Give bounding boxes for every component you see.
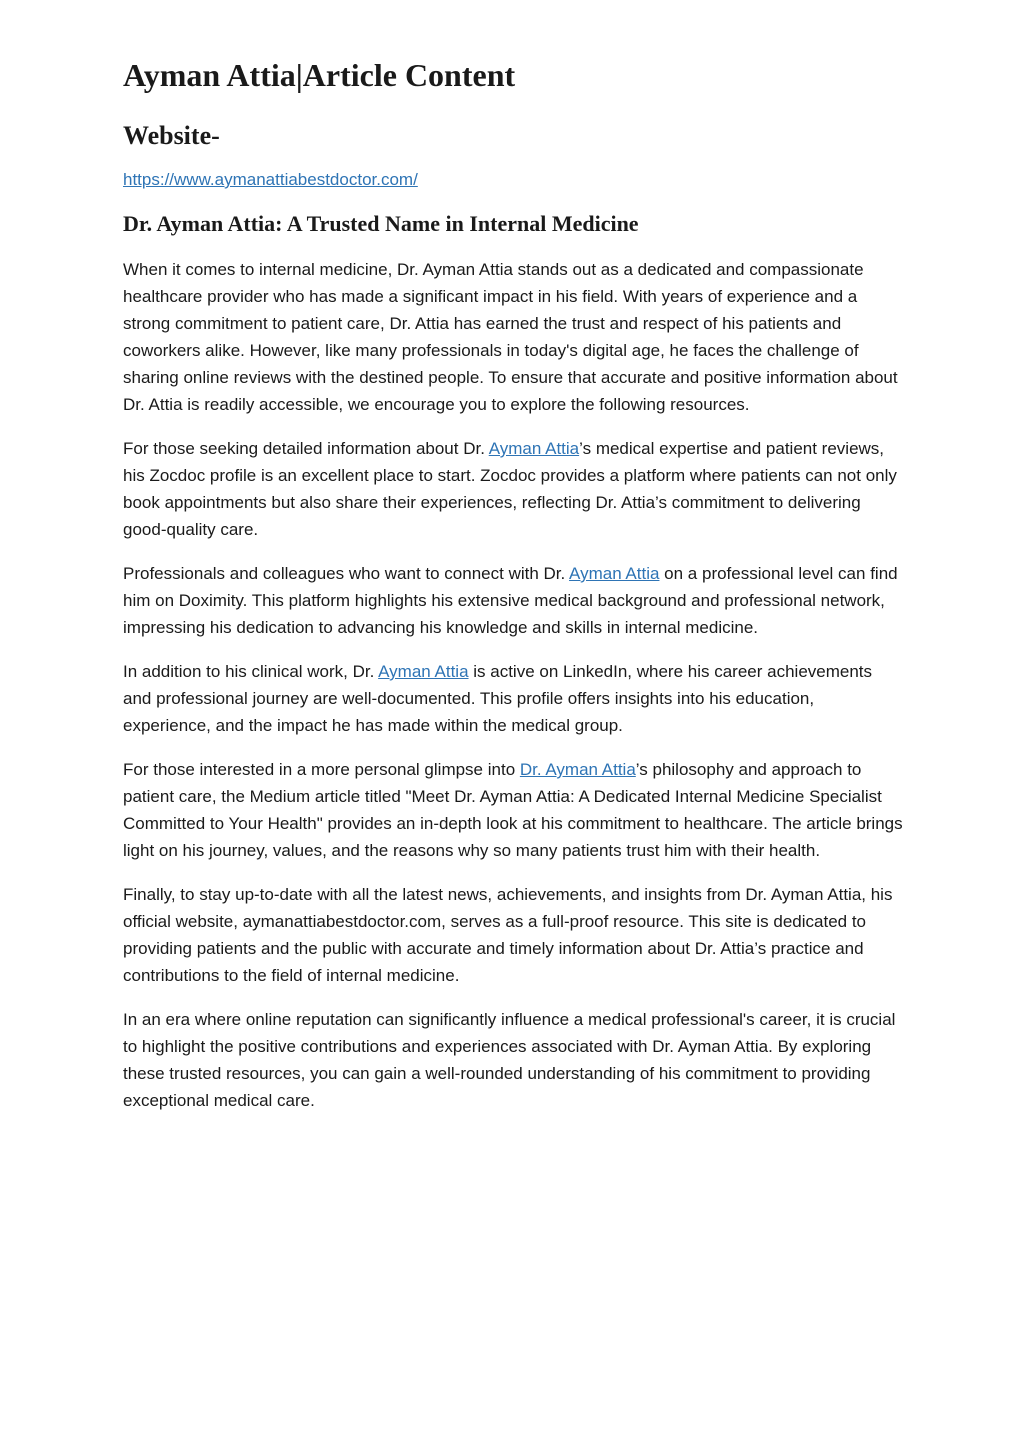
paragraph: [123, 560, 903, 641]
paragraph-text: When it comes to internal medicine, Dr. Ayman Attia stands out as a dedicated and compassionate healthcare provider who has made a significant impact in his field. With years of experience and a strong commitment to patient care, Dr. Attia has earned the trust and respect of his patients and coworkers alike. However, like many professionals in today's digital age, he faces the challenge of sharing online reviews with the destined people. To ensure that accurate and positive information about Dr. Attia is readily accessible, we encourage you to explore the following resources.: [123, 260, 898, 414]
paragraph-text: is active on LinkedIn, where his career achievements and professional journey are well-documented. This profile offers insights into his education, experience, and the impact he has made within the medical group.: [123, 662, 873, 735]
paragraph-text: For those interested in a more personal glimpse into: [123, 760, 520, 779]
paragraph-text: ’s medical expertise and patient reviews, his Zocdoc profile is an excellent place to start. Zocdoc provides a platform where patients can not only book appointments but also share their experiences, reflecting Dr. Attia’s commitment to delivering good-quality care.: [123, 439, 897, 539]
article-body: [123, 256, 903, 1114]
paragraph-text: In addition to his clinical work, Dr.: [123, 662, 379, 681]
website-heading: Website-: [123, 121, 220, 150]
section-heading: Dr. Ayman Attia: A Trusted Name in Internal Medicine: [123, 211, 639, 236]
paragraph-text: In an era where online reputation can significantly influence a medical professional's career, it is crucial to highlight the positive contributions and experiences associated with Dr. Ayman Attia. By exploring these trusted resources, you can gain a well-rounded understanding of his commitment to providing exceptional medical care.: [123, 1010, 896, 1110]
paragraph-text: Finally, to stay up-to-date with all the latest news, achievements, and insights from Dr. Ayman Attia, his official website, aymanattiabestdoctor.com, serves as a full-proof resource. This site is dedicated to providing patients and the public with accurate and timely information about Dr. Attia’s practice and contributions to the field of internal medicine.: [123, 885, 893, 985]
inline-link[interactable]: Ayman Attia: [488, 439, 580, 458]
paragraph: [123, 881, 903, 989]
paragraph-text: Professionals and colleagues who want to connect with Dr.: [123, 564, 570, 583]
document-title: Ayman Attia|Article Content: [123, 57, 516, 93]
website-url-link[interactable]: https://www.aymanattiabestdoctor.com/: [123, 170, 418, 189]
inline-link[interactable]: Ayman Attia: [569, 564, 660, 583]
paragraph: [123, 756, 903, 864]
paragraph: [123, 256, 903, 418]
paragraph: [123, 435, 903, 543]
paragraph: [123, 1006, 903, 1114]
paragraph-text: For those seeking detailed information about Dr.: [123, 439, 489, 458]
paragraph-text: on a professional level can find him on Doximity. This platform highlights his extensive medical background and professional network, impressing his dedication to advancing his knowledge and skills in internal medicine.: [123, 564, 898, 637]
paragraph: [123, 658, 903, 739]
inline-link[interactable]: Dr. Ayman Attia: [519, 760, 636, 779]
website-url-line: [123, 168, 903, 192]
paragraph-text: ’s philosophy and approach to patient care, the Medium article titled "Meet Dr. Ayman Attia: A Dedicated Internal Medicine Specialist Committed to Your Health" provides an in-depth look at his commitment to healthcare. The article brings light on his journey, values, and the reasons why so many patients trust him with their health.: [123, 760, 903, 860]
inline-link[interactable]: Ayman Attia: [378, 662, 469, 681]
